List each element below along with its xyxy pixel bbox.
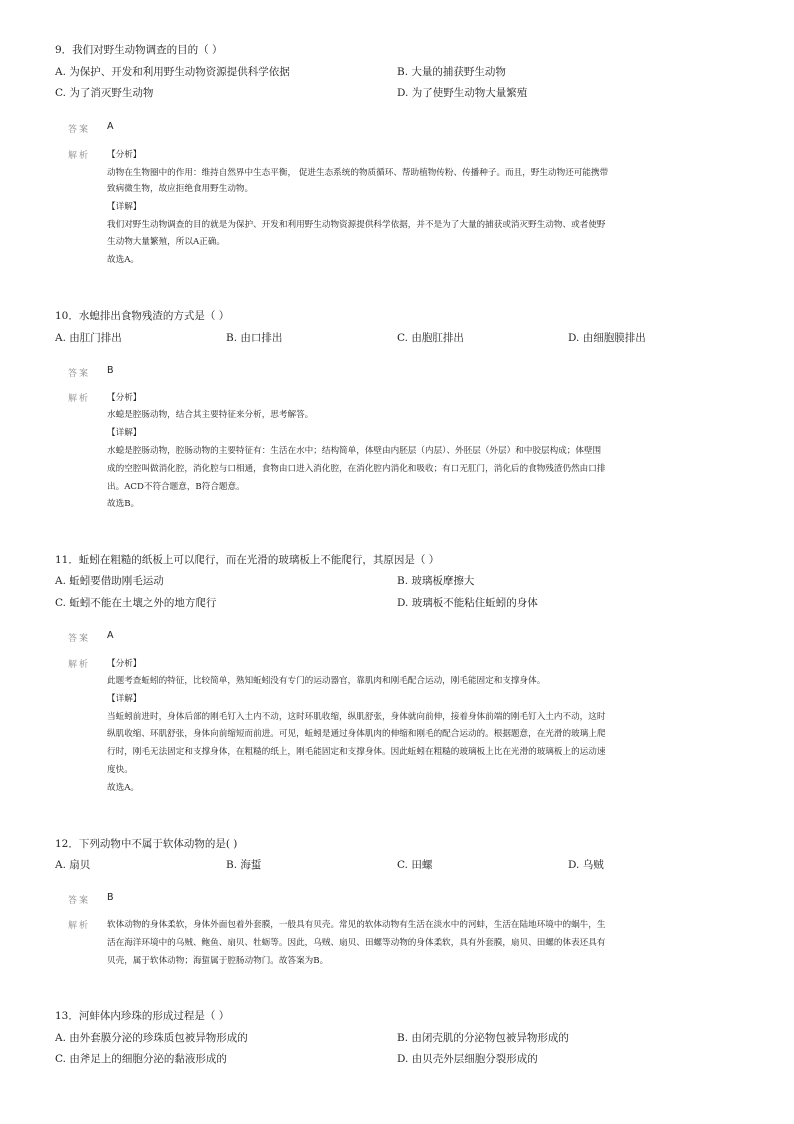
detail-line: 活在海洋环境中的乌贼、鲍鱼、扇贝、牡蛎等。因此，乌贼、扇贝、田螺等动物的身体柔软，具有外套膜，扇贝、田螺的体表还具有 xyxy=(107,938,606,948)
detail-line: 出。ACD不符合题意，B符合题意。 xyxy=(107,482,245,492)
analysis-line: 水螅是腔肠动物，结合其主要特征来分析，思考解答。 xyxy=(107,410,314,420)
analysis-line: 致病微生物，故应拒绝食用野生动物。 xyxy=(107,184,254,194)
question-10-title: 10．水螅排出食物残渣的方式是（ ） xyxy=(55,310,230,322)
detail-line: 纵肌收缩、环肌舒张，身体向前缩短而前进。可见，蚯蚓是通过身体肌肉的伸缩和刚毛的配合运动的。根据题意，在光滑的玻璃上爬 xyxy=(107,729,606,739)
detail-tag: 【详解】 xyxy=(107,202,142,212)
question-9-option-b: B. 大量的捕获野生动物 xyxy=(397,66,506,78)
question-12-title: 12．下列动物中不属于软体动物的是( ) xyxy=(55,838,238,850)
question-11-option-c: C. 蚯蚓不能在土壤之外的地方爬行 xyxy=(55,597,217,609)
analysis-line: 此题考查蚯蚓的特征，比较简单，熟知蚯蚓没有专门的运动器官，靠肌肉和刚毛配合运动，刚毛能固定和支撑身体。 xyxy=(107,676,546,686)
question-10-option-d: D. 由细胞膜排出 xyxy=(568,332,646,344)
detail-line: 故选A。 xyxy=(107,783,139,793)
answer-label: 答案 xyxy=(68,896,91,906)
detail-line: 我们对野生动物调查的目的就是为保护、开发和利用野生动物资源提供科学依据，并不是为了大量的捕获或消灭野生动物、或者使野 xyxy=(107,220,606,230)
question-10-option-c: C. 由胞肛排出 xyxy=(397,332,464,344)
question-10-option-a: A. 由肛门排出 xyxy=(55,332,122,344)
detail-line: 水螅是腔肠动物，腔肠动物的主要特征有：生活在水中；结构简单，体壁由内胚层（内层）、外胚层（外层）和中胶层构成；体壁围 xyxy=(107,446,602,456)
answer-value: B xyxy=(107,365,114,376)
question-9-option-a: A. 为保护、开发和利用野生动物资源提供科学依据 xyxy=(55,66,290,78)
question-11-option-d: D. 玻璃板不能粘住蚯蚓的身体 xyxy=(397,597,538,609)
question-9-option-d: D. 为了使野生动物大量繁殖 xyxy=(397,87,528,99)
detail-line: 软体动物的身体柔软，身体外面包着外套膜，一般具有贝壳。常见的软体动物有生活在淡水中的河蚌，生活在陆地环境中的蜗牛，生 xyxy=(107,920,606,930)
question-9-option-c: C. 为了消灭野生动物 xyxy=(55,87,154,99)
explanation-label: 解析 xyxy=(68,394,91,404)
question-12-option-d: D. 乌贼 xyxy=(568,859,604,871)
answer-label: 答案 xyxy=(68,125,91,135)
analysis-line: 动物在生物圈中的作用：维持自然界中生态平衡， 促进生态系统的物质循环、帮助植物传粉、传播种子。而且，野生动物还可能携带 xyxy=(107,168,609,178)
detail-tag: 【详解】 xyxy=(107,428,142,438)
question-11-option-b: B. 玻璃板摩擦大 xyxy=(397,575,475,587)
answer-value: A xyxy=(107,630,114,641)
explanation-label: 解析 xyxy=(68,921,91,931)
question-13-option-c: C. 由斧足上的细胞分泌的黏液形成的 xyxy=(55,1053,227,1065)
detail-line: 故选A。 xyxy=(107,255,139,265)
explanation-label: 解析 xyxy=(68,151,91,161)
question-13-option-a: A. 由外套膜分泌的珍珠质包被异物形成的 xyxy=(55,1032,248,1044)
question-10-option-b: B. 由口排出 xyxy=(226,332,283,344)
detail-line: 成的空腔叫做消化腔，消化腔与口相通，食物由口进入消化腔，在消化腔内消化和吸收；有口无肛门，消化后的食物残渣仍然由口排 xyxy=(107,464,606,474)
analysis-tag: 【分析】 xyxy=(107,393,142,403)
detail-line: 故选B。 xyxy=(107,499,140,509)
answer-value: A xyxy=(107,121,114,132)
detail-line: 贝壳，属于软体动物；海蜇属于腔肠动物门。故答案为B。 xyxy=(107,956,329,966)
detail-line: 行时，刚毛无法固定和支撑身体，在粗糙的纸上，刚毛能固定和支撑身体。因此蚯蚓在粗糙的玻璃板上比在光滑的玻璃板上的运动速 xyxy=(107,747,606,757)
analysis-tag: 【分析】 xyxy=(107,150,142,160)
detail-line: 当蚯蚓前进时，身体后部的刚毛钉入土内不动，这时环肌收缩，纵肌舒张，身体就向前伸，接着身体前端的刚毛钉入土内不动，这时 xyxy=(107,712,606,722)
question-11-title: 11．蚯蚓在粗糙的纸板上可以爬行，而在光滑的玻璃板上不能爬行，其原因是（ ） xyxy=(55,554,440,566)
question-13-option-d: D. 由贝壳外层细胞分裂形成的 xyxy=(397,1053,538,1065)
answer-label: 答案 xyxy=(68,634,91,644)
detail-line: 度快。 xyxy=(107,765,133,775)
question-12-option-c: C. 田螺 xyxy=(397,859,433,871)
detail-tag: 【详解】 xyxy=(107,694,142,704)
analysis-tag: 【分析】 xyxy=(107,659,142,669)
answer-value: B xyxy=(107,892,114,903)
question-9-title: 9．我们对野生动物调查的目的（ ） xyxy=(55,44,223,56)
question-13-title: 13．河蚌体内珍珠的形成过程是（ ） xyxy=(55,1010,230,1022)
explanation-label: 解析 xyxy=(68,660,91,670)
question-12-option-b: B. 海蜇 xyxy=(226,859,262,871)
answer-label: 答案 xyxy=(68,369,91,379)
detail-line: 生动物大量繁殖，所以A正确。 xyxy=(107,237,225,247)
question-12-option-a: A. 扇贝 xyxy=(55,859,91,871)
question-13-option-b: B. 由闭壳肌的分泌物包被异物形成的 xyxy=(397,1032,569,1044)
question-11-option-a: A. 蚯蚓要借助刚毛运动 xyxy=(55,575,164,587)
